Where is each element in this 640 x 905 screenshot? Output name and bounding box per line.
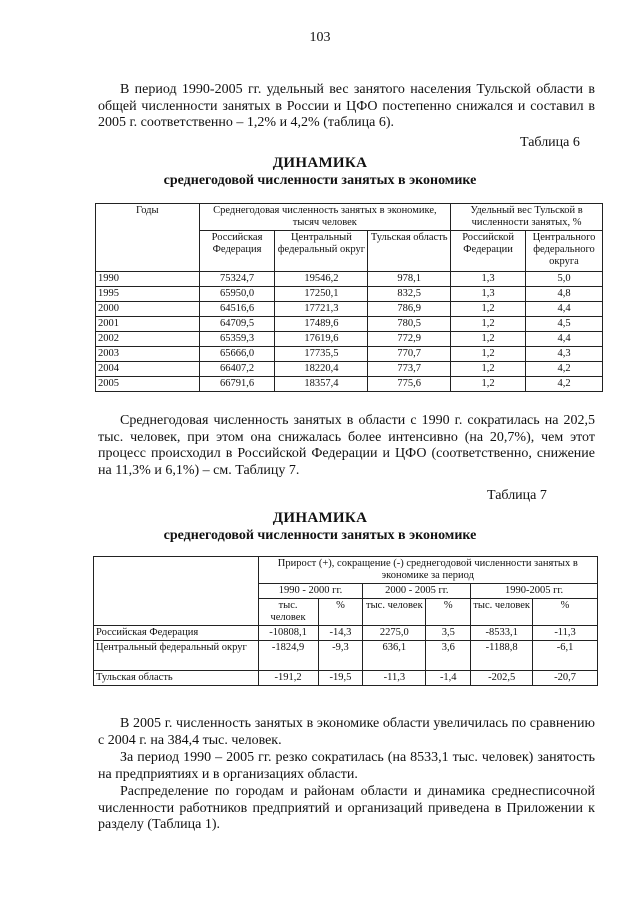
cell-year: 1990 xyxy=(96,272,200,287)
cell-share-rf: 1,2 xyxy=(451,332,526,347)
cell-abs-1: -10808,1 xyxy=(258,626,318,641)
cell-share-cfo: 5,0 xyxy=(526,272,603,287)
cell-share-rf: 1,2 xyxy=(451,377,526,392)
table7 xyxy=(93,556,598,686)
cell-year: 2000 xyxy=(96,302,200,317)
table7-row xyxy=(94,671,598,686)
table7-header-pct-1: % xyxy=(318,599,363,626)
table6-header-group2: Удельный вес Тульской в численности занятых, % xyxy=(451,204,603,231)
cell-pct-3: -6,1 xyxy=(533,641,598,671)
table6-title-sub: среднегодовой численности занятых в экономике xyxy=(163,173,477,188)
table7-header-empty xyxy=(94,557,259,626)
table6-row xyxy=(96,272,603,287)
table6-header-row-1 xyxy=(96,204,603,231)
table7-header-period2: 2000 - 2005 гг. xyxy=(363,584,471,599)
table6-row xyxy=(96,377,603,392)
cell-rf: 66791,6 xyxy=(199,377,275,392)
intro-text: В период 1990-2005 гг. удельный вес занятого населения Тульской области в общей численности занятых в России и ЦФО постепенно снижался и составил в 2005 г. соответственно – 1,2% и 4,2% (таблица 6). xyxy=(98,82,595,130)
closing-text-3: Распределение по городам и районам области и динамика среднесписочной численности работников предприятий и организаций приведена в Приложении к разделу (Таблица 1). xyxy=(98,784,595,832)
cell-abs-2: 636,1 xyxy=(363,641,426,671)
cell-abs-1: -1824,9 xyxy=(258,641,318,671)
cell-share-cfo: 4,5 xyxy=(526,317,603,332)
table6-header-group1: Среднегодовая численность занятых в экономике, тысяч человек xyxy=(199,204,451,231)
cell-region: Российская Федерация xyxy=(94,626,259,641)
middle-paragraph xyxy=(98,413,595,479)
table7-label: Таблица 7 xyxy=(487,488,547,503)
cell-share-cfo: 4,4 xyxy=(526,332,603,347)
table7-header-thous-2: тыс. человек xyxy=(363,599,426,626)
cell-share-rf: 1,2 xyxy=(451,302,526,317)
table6-header-rf: Российская Федерация xyxy=(199,231,275,272)
cell-share-rf: 1,2 xyxy=(451,362,526,377)
table6-row xyxy=(96,362,603,377)
cell-year: 2004 xyxy=(96,362,200,377)
table7-header-period3: 1990-2005 гг. xyxy=(471,584,598,599)
table6-row xyxy=(96,347,603,362)
cell-year: 2003 xyxy=(96,347,200,362)
cell-share-cfo: 4,2 xyxy=(526,362,603,377)
cell-rf: 66407,2 xyxy=(199,362,275,377)
table6-row xyxy=(96,302,603,317)
cell-tula: 832,5 xyxy=(368,287,451,302)
cell-region: Тульская область xyxy=(94,671,259,686)
cell-year: 2001 xyxy=(96,317,200,332)
table6-header-share-rf: Российской Федерации xyxy=(451,231,526,272)
cell-abs-3: -202,5 xyxy=(471,671,533,686)
table7-title-main: ДИНАМИКА xyxy=(272,510,368,526)
cell-pct-3: -11,3 xyxy=(533,626,598,641)
cell-abs-2: -11,3 xyxy=(363,671,426,686)
closing-paragraph-3 xyxy=(98,784,595,834)
cell-pct-1: -14,3 xyxy=(318,626,363,641)
table7-row xyxy=(94,641,598,671)
intro-paragraph xyxy=(98,82,595,132)
cell-tula: 770,7 xyxy=(368,347,451,362)
table7-header-group: Прирост (+), сокращение (-) среднегодовой численности занятых в экономике за период xyxy=(258,557,597,584)
cell-pct-3: -20,7 xyxy=(533,671,598,686)
table6-row xyxy=(96,317,603,332)
cell-pct-1: -9,3 xyxy=(318,641,363,671)
cell-tula: 978,1 xyxy=(368,272,451,287)
middle-text: Среднегодовая численность занятых в области с 1990 г. сократилась на 202,5 тыс. человек, при этом она снижалась более интенсивно (на 20,7%), чем этот процесс происходил в Российской Федерации и ЦФО (соответственно, снижение на 11,3% и 6,1%) – см. Таблицу 7. xyxy=(98,413,595,478)
cell-cfo: 19546,2 xyxy=(275,272,368,287)
cell-rf: 64709,5 xyxy=(199,317,275,332)
cell-rf: 65950,0 xyxy=(199,287,275,302)
cell-pct-2: 3,6 xyxy=(426,641,471,671)
cell-pct-1: -19,5 xyxy=(318,671,363,686)
cell-year: 2005 xyxy=(96,377,200,392)
cell-tula: 773,7 xyxy=(368,362,451,377)
closing-text-2: За период 1990 – 2005 гг. резко сократилась (на 8533,1 тыс. человек) занятость на предприятиях и в организациях области. xyxy=(98,750,595,782)
table6-header-years: Годы xyxy=(96,204,200,272)
table7-title xyxy=(0,510,640,544)
cell-cfo: 17721,3 xyxy=(275,302,368,317)
table7-row xyxy=(94,626,598,641)
cell-share-rf: 1,2 xyxy=(451,317,526,332)
cell-tula: 780,5 xyxy=(368,317,451,332)
cell-share-cfo: 4,4 xyxy=(526,302,603,317)
table6-header-cfo: Центральный федеральный округ xyxy=(275,231,368,272)
table7-header-pct-2: % xyxy=(426,599,471,626)
cell-rf: 75324,7 xyxy=(199,272,275,287)
cell-share-rf: 1,3 xyxy=(451,287,526,302)
cell-rf: 64516,6 xyxy=(199,302,275,317)
table6-header-share-cfo: Центрального федерального округа xyxy=(526,231,603,272)
cell-share-cfo: 4,8 xyxy=(526,287,603,302)
table6-row xyxy=(96,332,603,347)
table6-title-main: ДИНАМИКА xyxy=(272,155,368,171)
table7-header-thous-1: тыс. человек xyxy=(258,599,318,626)
cell-cfo: 18220,4 xyxy=(275,362,368,377)
table7-header-pct-3: % xyxy=(533,599,598,626)
cell-year: 1995 xyxy=(96,287,200,302)
closing-paragraph-1 xyxy=(98,716,595,749)
closing-paragraph-2 xyxy=(98,750,595,783)
closing-text-1: В 2005 г. численность занятых в экономике области увеличилась по сравнению с 2004 г. на 384,4 тыс. человек. xyxy=(98,716,595,748)
cell-share-rf: 1,3 xyxy=(451,272,526,287)
table6-header-tula: Тульская область xyxy=(368,231,451,272)
table6-label: Таблица 6 xyxy=(520,135,580,150)
table7-header-period1: 1990 - 2000 гг. xyxy=(258,584,363,599)
cell-rf: 65359,3 xyxy=(199,332,275,347)
cell-pct-2: 3,5 xyxy=(426,626,471,641)
table7-header-thous-3: тыс. человек xyxy=(471,599,533,626)
cell-tula: 772,9 xyxy=(368,332,451,347)
cell-abs-3: -8533,1 xyxy=(471,626,533,641)
cell-tula: 775,6 xyxy=(368,377,451,392)
cell-cfo: 18357,4 xyxy=(275,377,368,392)
table6-title xyxy=(0,155,640,189)
cell-abs-3: -1188,8 xyxy=(471,641,533,671)
cell-share-rf: 1,2 xyxy=(451,347,526,362)
cell-year: 2002 xyxy=(96,332,200,347)
cell-share-cfo: 4,2 xyxy=(526,377,603,392)
cell-cfo: 17250,1 xyxy=(275,287,368,302)
table7-title-sub: среднегодовой численности занятых в экономике xyxy=(163,528,477,543)
table6-row xyxy=(96,287,603,302)
cell-abs-2: 2275,0 xyxy=(363,626,426,641)
cell-share-cfo: 4,3 xyxy=(526,347,603,362)
cell-rf: 65666,0 xyxy=(199,347,275,362)
cell-tula: 786,9 xyxy=(368,302,451,317)
cell-region: Центральный федеральный округ xyxy=(94,641,259,671)
table7-header-row-1 xyxy=(94,557,598,584)
cell-pct-2: -1,4 xyxy=(426,671,471,686)
cell-cfo: 17489,6 xyxy=(275,317,368,332)
cell-cfo: 17735,5 xyxy=(275,347,368,362)
cell-abs-1: -191,2 xyxy=(258,671,318,686)
table6 xyxy=(95,203,603,392)
page-number: 103 xyxy=(309,30,331,45)
cell-cfo: 17619,6 xyxy=(275,332,368,347)
